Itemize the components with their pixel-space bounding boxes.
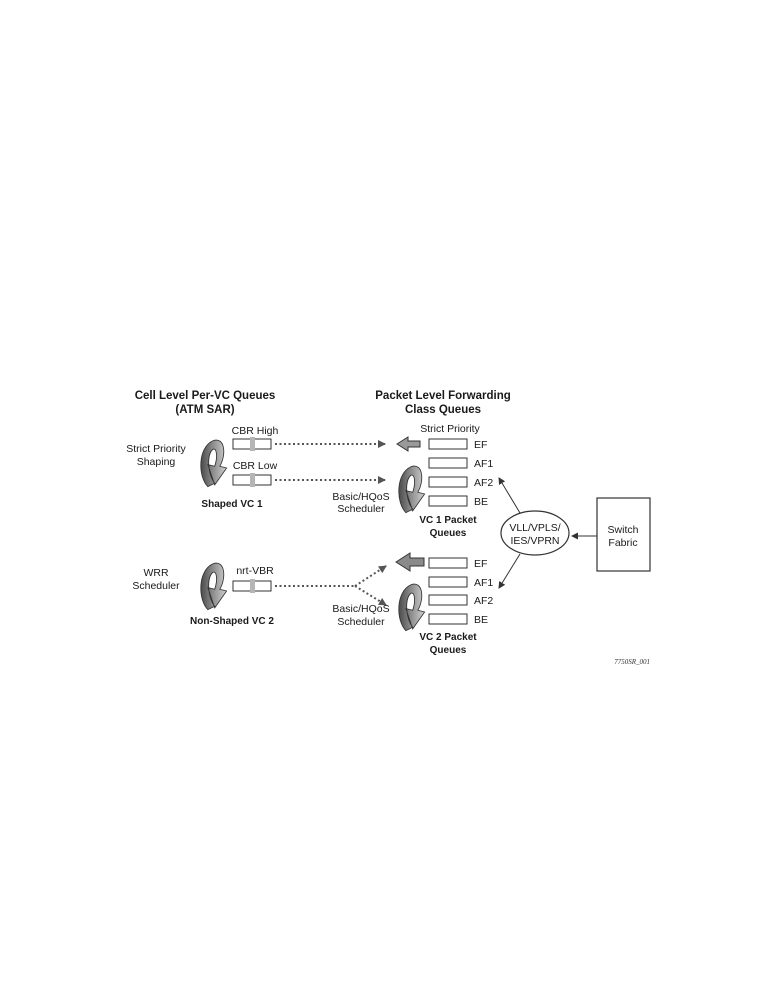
vc1-hqos-label-line2: Scheduler: [337, 503, 385, 515]
nrt-vbr-cell: [250, 579, 255, 593]
switch-fabric-label-line1: Switch: [607, 524, 639, 536]
vc2-feed-upper-arrow: [355, 566, 386, 586]
cbr-high-label: CBR High: [231, 425, 279, 437]
switch-fabric-label-line2: Fabric: [608, 537, 638, 549]
vc1-packet-queues-label-line1: VC 1 Packet: [419, 515, 477, 526]
service-to-vc1-arrow: [499, 478, 520, 513]
vc2-be-label: BE: [474, 614, 489, 626]
vc1-hqos-label-line1: Basic/HQoS: [332, 491, 390, 503]
vc2-scheduler-label-line2: Scheduler: [132, 580, 180, 592]
ef-strict-priority-arrow-icon: [397, 437, 420, 451]
vc2-ef-arrow-icon: [396, 553, 424, 571]
cell-level-heading-line1: Cell Level Per-VC Queues: [134, 390, 276, 402]
vc1-be-label: BE: [474, 496, 489, 508]
vc1-be-queue: [429, 496, 467, 506]
cbr-low-cell: [250, 473, 255, 487]
service-label-line2: IES/VPRN: [510, 535, 560, 547]
vc1-af2-label: AF2: [474, 477, 494, 489]
non-shaped-vc2-label: Non-Shaped VC 2: [190, 616, 274, 627]
vc2-af2-queue: [429, 595, 467, 605]
vc2-packet-queues-label-line1: VC 2 Packet: [419, 632, 477, 643]
vc2-hqos-scheduler-arrow-icon: [399, 584, 425, 631]
vc2-af1-label: AF1: [474, 577, 494, 589]
vc2-af2-label: AF2: [474, 595, 494, 607]
shaped-vc1-group: [126, 423, 493, 539]
vc1-af1-queue: [429, 458, 467, 468]
vc2-be-queue: [429, 614, 467, 624]
nrt-vbr-label: nrt-VBR: [236, 565, 274, 577]
service-to-vc2-arrow: [499, 554, 520, 588]
vc1-hqos-scheduler-arrow-icon: [399, 466, 425, 513]
shaped-vc1-label: Shaped VC 1: [201, 499, 263, 510]
cbr-high-cell: [250, 437, 255, 451]
vc2-hqos-label-line1: Basic/HQoS: [332, 603, 390, 615]
vc2-packet-queues-label-line2: Queues: [429, 645, 467, 656]
vc1-ef-queue: [429, 439, 467, 449]
service-label-line1: VLL/VPLS/: [509, 522, 561, 534]
vc2-ef-label: EF: [474, 558, 488, 570]
vc2-scheduler-label-line1: WRR: [143, 567, 169, 579]
vc1-af1-label: AF1: [474, 458, 494, 470]
cell-level-heading-line2: (ATM SAR): [175, 404, 235, 416]
figure-id: 7750SR_001: [614, 658, 650, 666]
wrr-scheduler-arrow-icon: [201, 563, 227, 610]
vc2-ef-queue: [429, 558, 467, 568]
packet-level-heading-line2: Class Queues: [404, 404, 482, 416]
cbr-low-label: CBR Low: [232, 460, 278, 472]
vc1-scheduler-label-line2: Shaping: [136, 456, 176, 468]
vc1-scheduler-label-line1: Strict Priority: [126, 443, 186, 455]
non-shaped-vc2-group: [132, 553, 493, 656]
vc1-af2-queue: [429, 477, 467, 487]
packet-level-heading-line1: Packet Level Forwarding: [375, 390, 511, 402]
vc1-ef-label: EF: [474, 439, 488, 451]
strict-priority-label: Strict Priority: [420, 423, 480, 435]
vc1-packet-queues-label-line2: Queues: [429, 528, 467, 539]
strict-priority-scheduler-arrow-icon: [201, 440, 227, 487]
vc2-hqos-label-line2: Scheduler: [337, 616, 385, 628]
vc2-af1-queue: [429, 577, 467, 587]
